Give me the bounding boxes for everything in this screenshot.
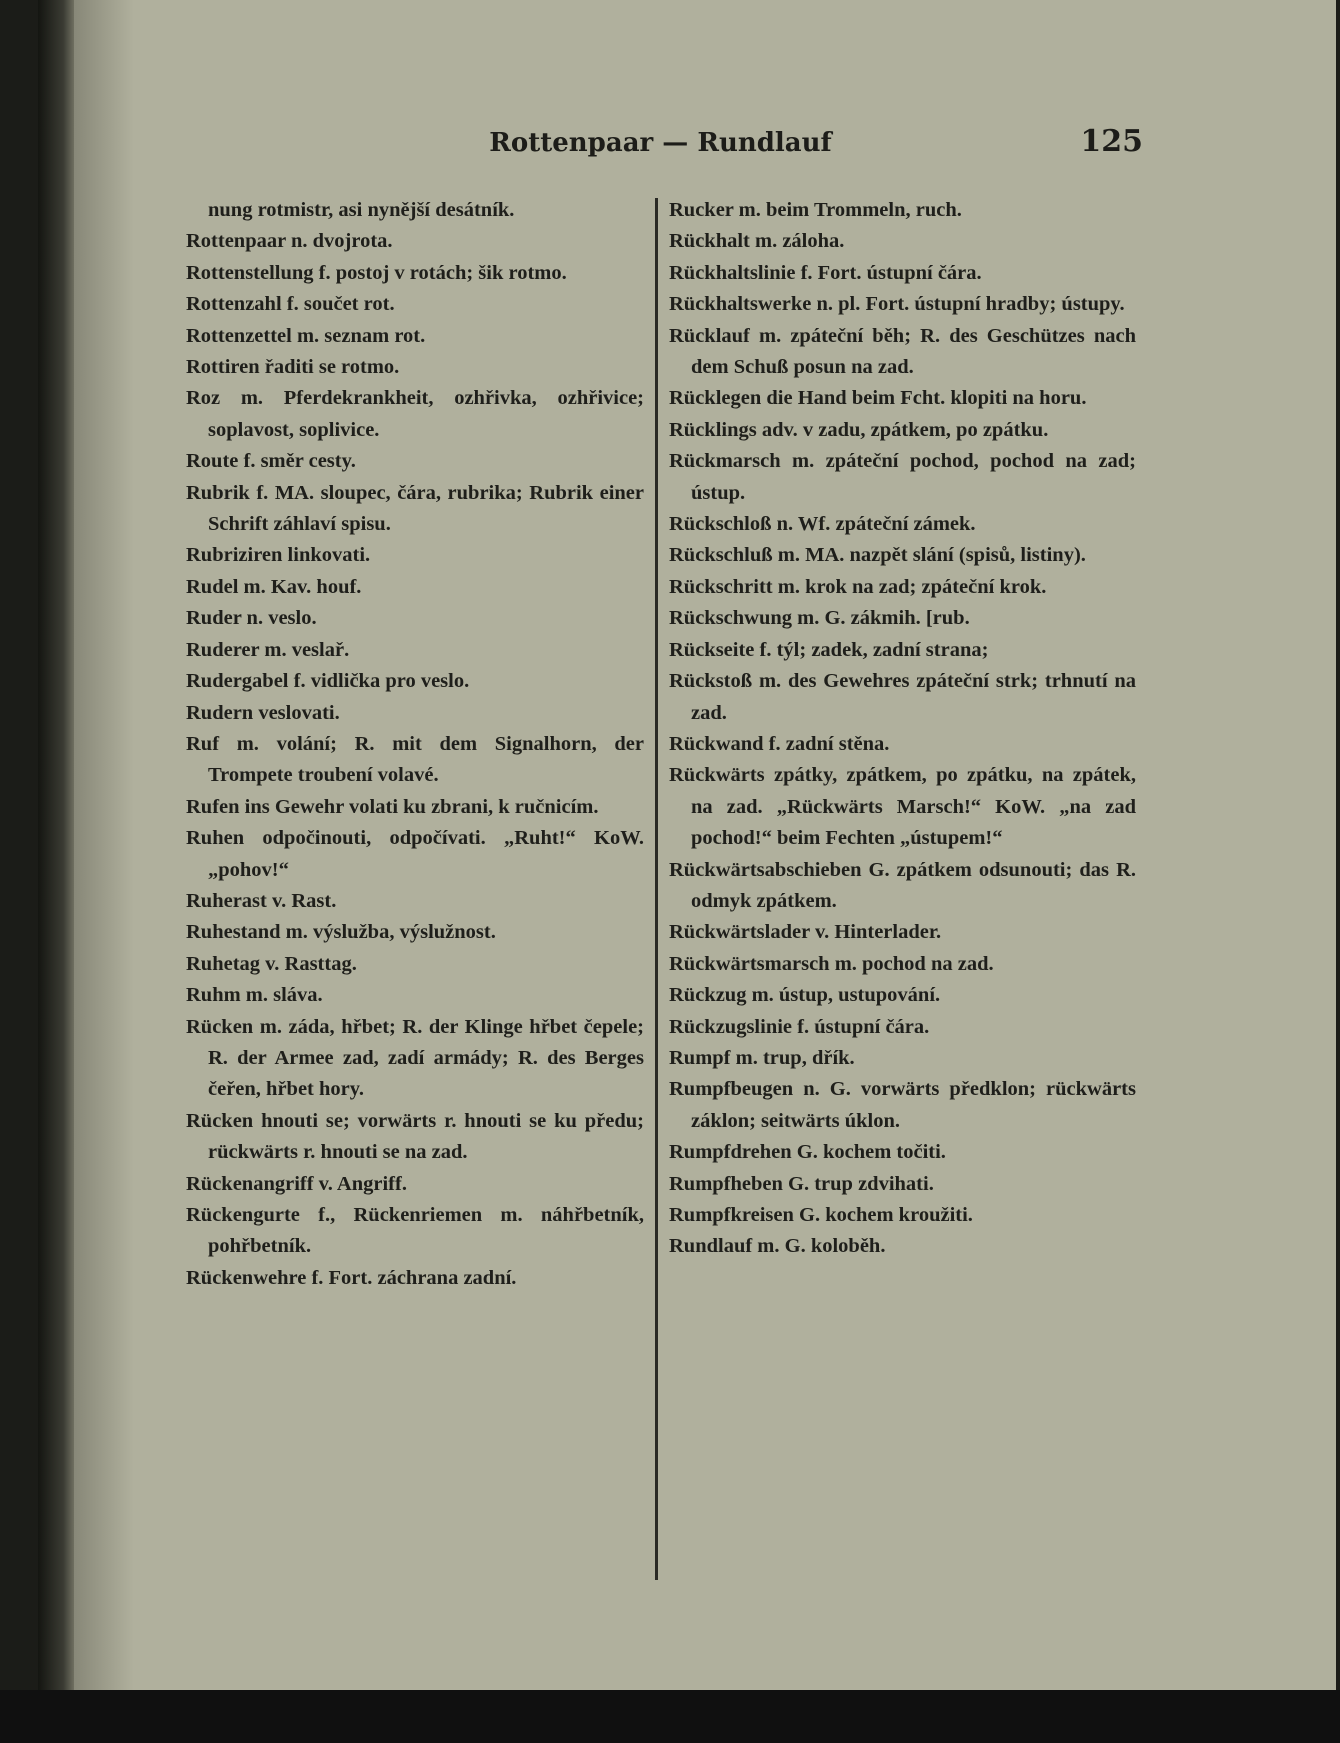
dictionary-entry: Rückzugslinie f. ústupní čára. — [669, 1015, 930, 1038]
page-header — [178, 124, 1143, 168]
dictionary-entry: Rumpfdrehen G. kochem točiti. — [669, 1141, 946, 1164]
dictionary-entry: Rücklings adv. v zadu, zpátkem, po zpátku. — [669, 418, 1049, 441]
dictionary-entry: Ruhen odpočinouti, odpočívati. „Ruht!“ KoW. „pohov!“ — [186, 827, 644, 881]
page-number: 125 — [1080, 124, 1143, 159]
dictionary-entry: Ruderer m. veslař. — [186, 638, 350, 661]
dictionary-entry: Rückzug m. ústup, ustupování. — [669, 984, 941, 1007]
dictionary-entry: Rudern veslovati. — [186, 701, 340, 724]
dictionary-entry: Rückwärts zpátky, zpátkem, po zpátku, na zpátek, na zad. „Rückwärts Marsch!“ KoW. „na zad pochod!“ beim Fechten „ústupem!“ — [669, 764, 1136, 850]
dictionary-entry: Rückenwehre f. Fort. záchrana zadní. — [186, 1266, 517, 1289]
dictionary-entry: Rubrik f. MA. sloupec, čára, rubrika; Rubrik einer Schrift záhlaví spisu. — [186, 481, 644, 536]
dictionary-entry: Rückschritt m. krok na zad; zpáteční krok. — [669, 575, 1047, 598]
dictionary-entry: Rückstoß m. des Gewehres zpáteční strk; trhnutí na zad. — [669, 670, 1136, 724]
dictionary-entry: Rückwand f. zadní stěna. — [669, 732, 890, 755]
dictionary-entry: Rufen ins Gewehr volati ku zbrani, k ručnicím. — [186, 795, 599, 818]
dictionary-entry: Rottenpaar n. dvojrota. — [186, 230, 393, 253]
dictionary-entry: Rückhalt m. záloha. — [669, 230, 845, 253]
dictionary-entry: Rumpfheben G. trup zdvihati. — [669, 1172, 934, 1195]
dictionary-entry: Rückengurte f., Rückenriemen m. náhřbetník, pohřbetník. — [186, 1204, 644, 1258]
dictionary-entry: Rumpf m. trup, dřík. — [669, 1046, 855, 1069]
dictionary-entry: Rücken hnouti se; vorwärts r. hnouti se ku předu; rückwärts r. hnouti se na zad. — [186, 1109, 644, 1164]
dictionary-entry: Rottenzettel m. seznam rot. — [186, 324, 426, 347]
dictionary-entry: Roz m. Pferdekrankheit, ozhřivka, ozhřivice; soplavost, soplivice. — [186, 387, 644, 441]
dictionary-entry: Rückschloß n. Wf. zpáteční zámek. — [669, 513, 976, 536]
dictionary-entry: Rottenzahl f. součet rot. — [186, 293, 395, 316]
dictionary-entry: Rucker m. beim Trommeln, ruch. — [669, 199, 962, 221]
book-spine — [38, 0, 74, 1743]
right-column — [669, 195, 1136, 1263]
dictionary-entry: Rückhaltslinie f. Fort. ústupní čára. — [669, 261, 982, 284]
dictionary-entry: Rückhaltswerke n. pl. Fort. ústupní hradby; ústupy. — [669, 293, 1125, 316]
dictionary-entry: Rottiren řaditi se rotmo. — [186, 356, 400, 379]
gutter-shadow — [74, 0, 134, 1743]
dictionary-entry: Rundlauf m. G. koloběh. — [669, 1235, 886, 1258]
dictionary-entry: Ruder n. veslo. — [186, 607, 317, 630]
dictionary-entry: Rückseite f. týl; zadek, zadní strana; — [669, 638, 989, 661]
dictionary-entry: Rückmarsch m. zpáteční pochod, pochod na zad; ústup. — [669, 450, 1136, 504]
dictionary-entry: Route f. směr cesty. — [186, 450, 356, 473]
dictionary-entry: Ruf m. volání; R. mit dem Signalhorn, der Trompete troubení volavé. — [186, 732, 644, 787]
dictionary-entry: Ruhetag v. Rasttag. — [186, 952, 357, 975]
dictionary-entry: Rückwärtslader v. Hinterlader. — [669, 921, 942, 944]
dictionary-entry: Rücklegen die Hand beim Fcht. klopiti na horu. — [669, 387, 1087, 410]
dictionary-entry: Rückschwung m. G. zákmih. [rub. — [669, 607, 970, 630]
dictionary-entry: Rumpfbeugen n. G. vorwärts předklon; rückwärts záklon; seitwärts úklon. — [669, 1078, 1136, 1132]
dictionary-entry: Ruhm m. sláva. — [186, 984, 323, 1007]
dictionary-entry: Rücken m. záda, hřbet; R. der Klinge hřbet čepele; R. der Armee zad, zadí armády; R. des Berges čeřen, hřbet hory. — [186, 1015, 644, 1101]
dictionary-entry: Rückschluß m. MA. nazpět slání (spisů, listiny). — [669, 544, 1086, 567]
dictionary-entry: Rückwärtsmarsch m. pochod na zad. — [669, 952, 994, 975]
dictionary-entry: Rückwärtsabschieben G. zpátkem odsunouti; das R. odmyk zpátkem. — [669, 858, 1136, 912]
dictionary-entry: Rumpfkreisen G. kochem kroužiti. — [669, 1204, 973, 1226]
book-page — [38, 0, 1336, 1743]
dictionary-entry: nung rotmistr, asi nynější desátník. — [208, 199, 515, 221]
dictionary-entry: Rottenstellung f. postoj v rotách; šik rotmo. — [186, 261, 567, 284]
dictionary-entry: Rückenangriff v. Angriff. — [186, 1172, 407, 1195]
dictionary-entry: Ruhestand m. výslužba, výslužnost. — [186, 921, 496, 944]
running-title: Rottenpaar — Rundlauf — [489, 128, 832, 158]
left-column — [186, 195, 644, 1294]
column-divider — [655, 198, 658, 1580]
scan-bottom-border — [0, 1690, 1340, 1743]
dictionary-entry: Rudergabel f. vidlička pro veslo. — [186, 670, 470, 693]
dictionary-entry: Rudel m. Kav. houf. — [186, 575, 362, 598]
dictionary-entry: Rubriziren linkovati. — [186, 544, 371, 567]
dictionary-entry: Rücklauf m. zpáteční běh; R. des Geschützes nach dem Schuß posun na zad. — [669, 324, 1136, 379]
dictionary-entry: Ruherast v. Rast. — [186, 889, 337, 912]
